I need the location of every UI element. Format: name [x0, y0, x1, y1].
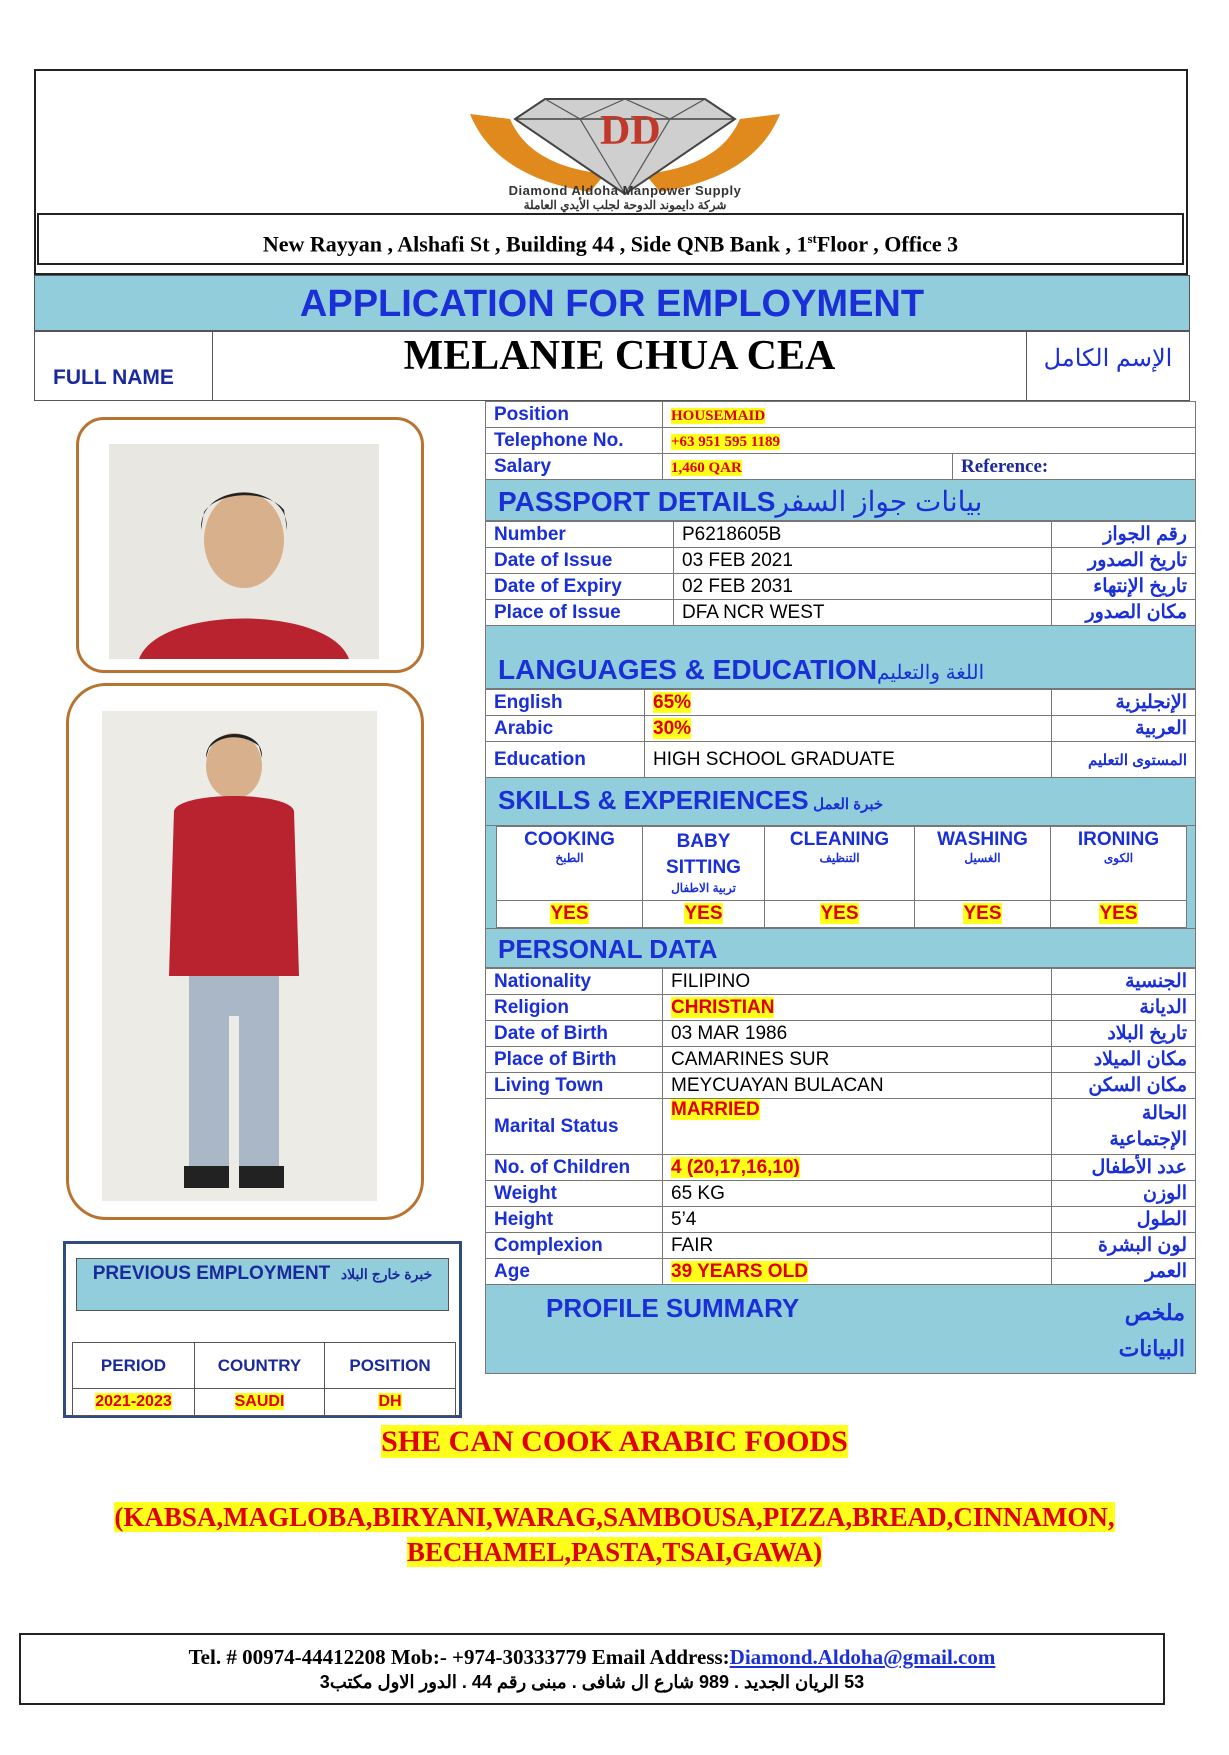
previous-employment-box [63, 1241, 462, 1418]
dob-ar: تاريخ البلاد [1052, 1021, 1196, 1047]
nationality: FILIPINO [663, 969, 1052, 995]
skill-baby-sitting-value: YES [643, 901, 765, 928]
footer-contact-box [19, 1633, 1165, 1705]
languages-table [485, 689, 1196, 778]
passport-number-label: Number [486, 522, 674, 548]
skills-wrap [485, 826, 1196, 929]
passport-heading: PASSPORT DETAILSبيانات جواز السفر [485, 480, 1196, 521]
languages-heading-ar: اللغة والتعليم [877, 662, 985, 684]
place-of-issue-label: Place of Issue [486, 600, 674, 626]
arabic-label: Arabic [486, 716, 645, 742]
passport-heading-ar: بيانات جواز السفر [775, 486, 983, 517]
position-value: HOUSEMAID [663, 402, 1196, 428]
marital-status-ar: الحالة الإجتماعية [1052, 1099, 1196, 1155]
marital-status: MARRIED [663, 1099, 1052, 1155]
previous-position: DH [325, 1389, 456, 1416]
full-name-row [34, 331, 1190, 401]
complexion-label: Complexion [486, 1233, 663, 1259]
skill-washing-value: YES [915, 901, 1051, 928]
position-label: Position [486, 402, 663, 428]
job-info-table [485, 401, 1196, 480]
children-label: No. of Children [486, 1155, 663, 1181]
education-label-ar: المستوى التعليم [1052, 742, 1196, 778]
english-level: 65% [645, 690, 1052, 716]
religion: CHRISTIAN [663, 995, 1052, 1021]
skills-heading: SKILLS & EXPERIENCES خبرة العمل [485, 778, 1196, 826]
footer-address-ar: 53 الريان الجديد . 989 شارع ال شافى . مبنى رقم 44 . الدور الاول مكتب3 [319, 1672, 865, 1692]
pob: CAMARINES SUR [663, 1047, 1052, 1073]
place-of-issue-ar: مكان الصدور [1052, 600, 1196, 626]
nationality-ar: الجنسية [1052, 969, 1196, 995]
height-label: Height [486, 1207, 663, 1233]
arabic-level: 30% [645, 716, 1052, 742]
weight-ar: الوزن [1052, 1181, 1196, 1207]
profile-summary-heading-ar: ملخص البيانات [1118, 1300, 1185, 1361]
age: 39 YEARS OLD [663, 1259, 1052, 1285]
email-link[interactable]: Diamond.Aldoha@gmail.com [729, 1645, 996, 1669]
height: 5’4 [663, 1207, 1052, 1233]
expiry-date: 02 FEB 2031 [674, 574, 1052, 600]
skill-ironing: IRONING الكوى [1051, 827, 1187, 901]
full-name-label: FULL NAME [35, 332, 213, 401]
col-country: COUNTRY [195, 1343, 325, 1389]
col-period: PERIOD [73, 1343, 195, 1389]
summary-line-2: (KABSA,MAGLOBA,BIRYANI,WARAG,SAMBOUSA,PIZZA,BREAD,CINNAMON, BECHAMEL,PASTA,TSAI,GAWA) [114, 1502, 1115, 1567]
logo-letters: DD [600, 108, 661, 154]
pob-label: Place of Birth [486, 1047, 663, 1073]
religion-label: Religion [486, 995, 663, 1021]
passport-number: P6218605B [674, 522, 1052, 548]
height-ar: الطول [1052, 1207, 1196, 1233]
children: 4 (20,17,16,10) [663, 1155, 1052, 1181]
previous-country: SAUDI [195, 1389, 325, 1416]
issue-date-ar: تاريخ الصدور [1052, 548, 1196, 574]
profile-summary-heading: PROFILE SUMMARY ملخص البيانات [485, 1285, 1196, 1374]
weight: 65 KG [663, 1181, 1052, 1207]
living-town-label: Living Town [486, 1073, 663, 1099]
dob-label: Date of Birth [486, 1021, 663, 1047]
previous-employment-heading-ar: خبرة خارج البلاد [340, 1266, 433, 1282]
previous-employment-table [72, 1342, 456, 1416]
passport-number-ar: رقم الجواز [1052, 522, 1196, 548]
nationality-label: Nationality [486, 969, 663, 995]
place-of-issue: DFA NCR WEST [674, 600, 1052, 626]
age-label: Age [486, 1259, 663, 1285]
english-label-ar: الإنجليزية [1052, 690, 1196, 716]
company-name-en: Diamond Aldoha Manpower Supply [508, 183, 742, 198]
weight-label: Weight [486, 1181, 663, 1207]
summary-line-1: SHE CAN COOK ARABIC FOODS [381, 1425, 848, 1458]
living-town: MEYCUAYAN BULACAN [663, 1073, 1052, 1099]
col-position: POSITION [325, 1343, 456, 1389]
complexion-ar: لون البشرة [1052, 1233, 1196, 1259]
marital-status-label: Marital Status [486, 1099, 663, 1155]
children-ar: عدد الأطفال [1052, 1155, 1196, 1181]
full-name-value: MELANIE CHUA CEA [213, 332, 1027, 401]
skill-cooking-value: YES [497, 901, 643, 928]
age-ar: العمر [1052, 1259, 1196, 1285]
religion-ar: الديانة [1052, 995, 1196, 1021]
full-name-label-ar: الإسم الكامل [1027, 332, 1190, 401]
salary-label: Salary [486, 454, 663, 480]
skill-cleaning: CLEANING التنظيف [765, 827, 915, 901]
skill-baby-sitting: BABY SITTING تربية الاطفال [643, 827, 765, 901]
full-body-photo [66, 683, 424, 1220]
previous-period: 2021-2023 [73, 1389, 195, 1416]
details-panel [485, 401, 1196, 1374]
footer-contact: Tel. # 00974-44412208 Mob:- +974-30333779 Email Address:Diamond.Aldoha@gmail.com [188, 1645, 996, 1669]
complexion: FAIR [663, 1233, 1052, 1259]
expiry-date-ar: تاريخ الإنتهاء [1052, 574, 1196, 600]
skill-ironing-value: YES [1051, 901, 1187, 928]
languages-heading: LANGUAGES & EDUCATIONاللغة والتعليم [485, 626, 1196, 689]
living-town-ar: مكان السكن [1052, 1073, 1196, 1099]
skills-heading-ar: خبرة العمل [813, 796, 884, 813]
telephone-value: +63 951 595 1189 [663, 428, 1196, 454]
previous-employment-heading: PREVIOUS EMPLOYMENT خبرة خارج البلاد [76, 1258, 449, 1311]
skill-washing: WASHING الغسيل [915, 827, 1051, 901]
passport-table [485, 521, 1196, 626]
english-label: English [486, 690, 645, 716]
company-name-ar: شركة دايموند الدوحة لجلب الأيدي العاملة [523, 198, 727, 212]
salary-value: 1,460 QAR [663, 454, 953, 480]
skill-cooking: COOKING الطبخ [497, 827, 643, 901]
expiry-date-label: Date of Expiry [486, 574, 674, 600]
education-value: HIGH SCHOOL GRADUATE [645, 742, 1052, 778]
company-address: New Rayyan , Alshafi St , Building 44 , Side QNB Bank , 1stFloor , Office 3 [37, 213, 1184, 265]
pob-ar: مكان الميلاد [1052, 1047, 1196, 1073]
personal-heading: PERSONAL DATA [485, 929, 1196, 968]
reference-label: Reference: [953, 454, 1196, 480]
skill-cleaning-value: YES [765, 901, 915, 928]
issue-date: 03 FEB 2021 [674, 548, 1052, 574]
personal-table [485, 968, 1196, 1285]
skills-table [496, 826, 1187, 928]
issue-date-label: Date of Issue [486, 548, 674, 574]
dob: 03 MAR 1986 [663, 1021, 1052, 1047]
headshot-photo [76, 417, 424, 673]
arabic-label-ar: العربية [1052, 716, 1196, 742]
page-title: APPLICATION FOR EMPLOYMENT [34, 275, 1190, 331]
telephone-label: Telephone No. [486, 428, 663, 454]
education-label: Education [486, 742, 645, 778]
